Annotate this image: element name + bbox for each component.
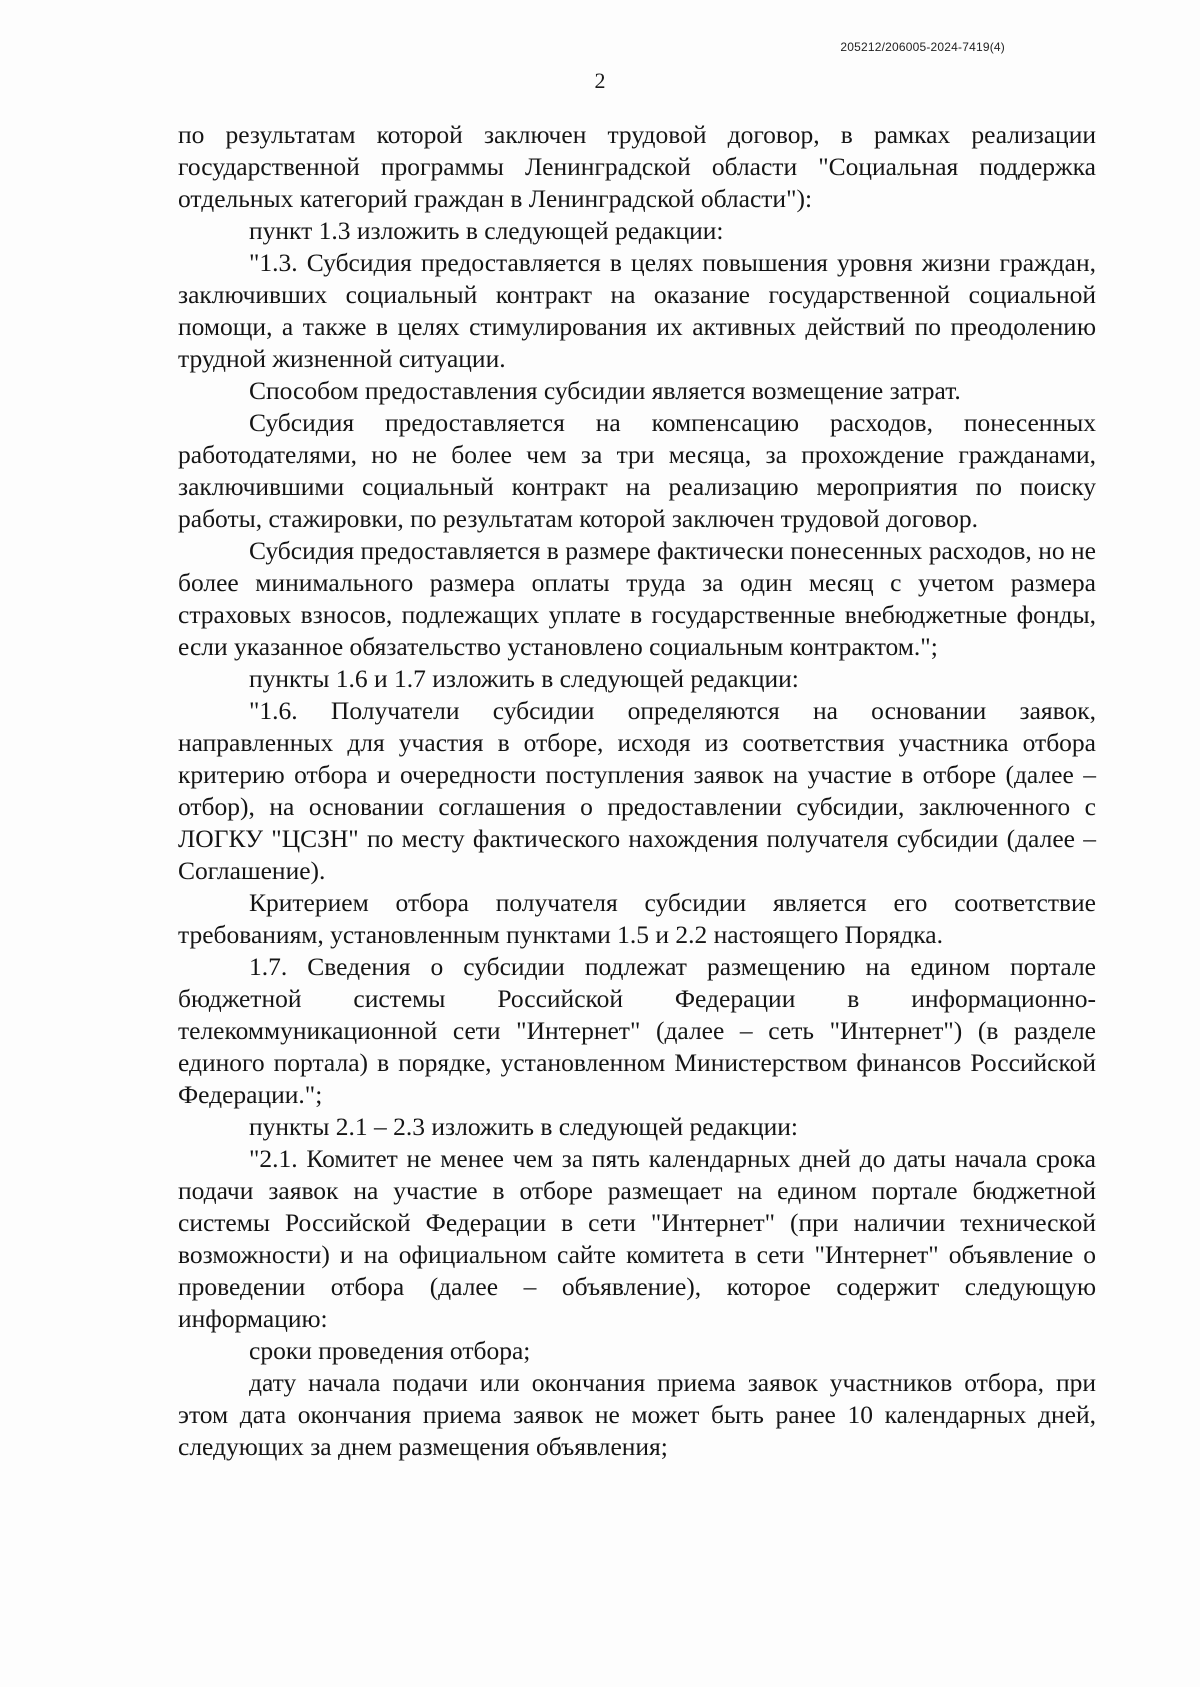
paragraph: Критерием отбора получателя субсидии является его соответствие требованиям, установленным пунктами 1.5 и 2.2 настоящего Порядка. — [178, 888, 1096, 949]
paragraph: "1.3. Субсидия предоставляется в целях повышения уровня жизни граждан, заключивших социальный контракт на оказание государственной социальной помощи, а также в целях стимулирования их активных действий по преодолению трудной жизненной ситуации. — [178, 248, 1096, 373]
paragraph: дату начала подачи или окончания приема заявок участников отбора, при этом дата окончания приема заявок не может быть ранее 10 календарных дней, следующих за днем размещения объявления; — [178, 1368, 1096, 1461]
paragraph: Способом предоставления субсидии является возмещение затрат. — [249, 376, 961, 405]
paragraph: "1.6. Получатели субсидии определяются на основании заявок, направленных для участия в отборе, исходя из соответствия участника отбора критерию отбора и очередности поступления заявок на участие в отборе (далее – отбор), на основании соглашения о предоставлении субсидии, заключенного с ЛОГКУ "ЦСЗН" по месту фактического нахождения получателя субсидии (далее – Соглашение). — [178, 696, 1096, 885]
paragraph: по результатам которой заключен трудовой договор, в рамках реализации государственной программы Ленинградской области "Социальная поддержка отдельных категорий граждан в Ленинградской области"): — [178, 120, 1096, 213]
paragraph: "2.1. Комитет не менее чем за пять календарных дней до даты начала срока подачи заявок на участие в отборе размещает на едином портале бюджетной системы Российской Федерации в сети "Интернет" (при наличии технической возможности) и на официальном сайте комитета в сети "Интернет" объявление о проведении отбора (далее – объявление), которое содержит следующую информацию: — [178, 1144, 1096, 1333]
paragraph: пункты 2.1 – 2.3 изложить в следующей редакции: — [249, 1112, 798, 1141]
paragraph: 1.7. Сведения о субсидии подлежат размещению на едином портале бюджетной системы Российской Федерации в информационно-телекоммуникационной сети "Интернет" (далее – сеть "Интернет") (в разделе единого портала) в порядке, установленном Министерством финансов Российской Федерации."; — [178, 952, 1096, 1109]
paragraph: пункт 1.3 изложить в следующей редакции: — [249, 216, 724, 245]
document-body — [178, 119, 1096, 1463]
paragraph: Субсидия предоставляется в размере фактически понесенных расходов, но не более минимального размера оплаты труда за один месяц с учетом размера страховых взносов, подлежащих уплате в государственные внебюджетные фонды, если указанное обязательство установлено социальным контрактом."; — [178, 536, 1096, 661]
document-id: 205212/206005-2024-7419(4) — [840, 40, 1005, 54]
page-number: 2 — [594, 68, 606, 93]
paragraph: сроки проведения отбора; — [249, 1336, 531, 1365]
paragraph: пункты 1.6 и 1.7 изложить в следующей редакции: — [249, 664, 799, 693]
paragraph: Субсидия предоставляется на компенсацию расходов, понесенных работодателями, но не более чем за три месяца, за прохождение гражданами, заключившими социальный контракт на реализацию мероприятия по поиску работы, стажировки, по результатам которой заключен трудовой договор. — [178, 408, 1096, 533]
